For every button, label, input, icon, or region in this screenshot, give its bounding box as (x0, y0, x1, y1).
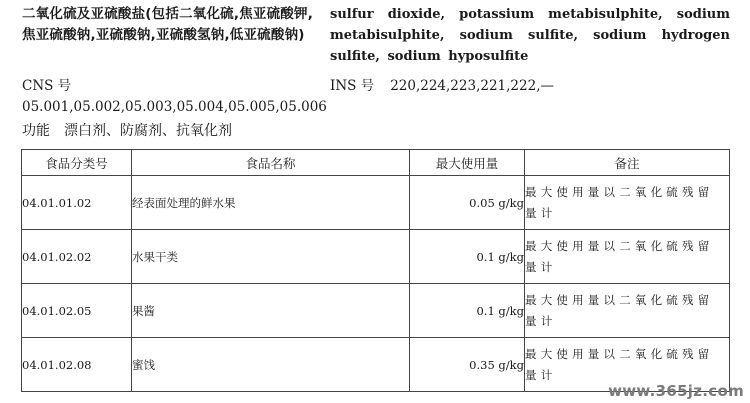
header-food-name: 食品名称 (132, 150, 410, 176)
table-row (22, 176, 730, 230)
food-name: 蜜饯 (132, 338, 410, 392)
max-usage: 0.1 g/kg (410, 230, 525, 284)
max-usage: 0.1 g/kg (410, 284, 525, 338)
remark: 最大使用量以二氧化硫残留量计 (525, 230, 730, 284)
function-value: 漂白剂、防腐剂、抗氧化剂 (64, 123, 232, 139)
food-name: 经表面处理的鲜水果 (132, 176, 410, 230)
header-food-category-code: 食品分类号 (22, 150, 132, 176)
table-row (22, 230, 730, 284)
function-label: 功能 (22, 123, 50, 139)
table-header-row (22, 150, 730, 176)
max-usage: 0.35 g/kg (410, 338, 525, 392)
ins-number-line (330, 76, 730, 97)
food-category-code: 04.01.02.08 (22, 338, 132, 392)
function-line (22, 121, 232, 141)
remark: 最大使用量以二氧化硫残留量计 (525, 176, 730, 230)
table-row (22, 284, 730, 338)
food-name: 水果干类 (132, 230, 410, 284)
cns-label: CNS 号 (22, 78, 72, 94)
ins-value: 220,224,223,221,222,— (390, 78, 554, 94)
additive-title-english: sulfur dioxide, potassium metabisulphite, sodium metabisulphite, sodium sulfite, sodium hydrogen sulfite, sodium hyposulfite (330, 7, 730, 64)
ins-label: INS 号 (330, 78, 375, 94)
food-category-code: 04.01.02.05 (22, 284, 132, 338)
food-category-code: 04.01.01.02 (22, 176, 132, 230)
header-max-usage: 最大使用量 (410, 150, 525, 176)
food-usage-table (21, 149, 730, 392)
additive-title-chinese: 二氧化硫及亚硫酸盐(包括二氧化硫,焦亚硫酸钾,焦亚硫酸钠,亚硫酸钠,亚硫酸氢钠,低亚硫酸钠) (22, 6, 314, 43)
food-name: 果酱 (132, 284, 410, 338)
food-category-code: 04.01.02.02 (22, 230, 132, 284)
remark: 最大使用量以二氧化硫残留量计 (525, 338, 730, 392)
cns-value: 05.001,05.002,05.003,05.004,05.005,05.006 (22, 99, 327, 115)
site-watermark: www.365jz.com (608, 382, 744, 400)
header-remarks: 备注 (525, 150, 730, 176)
remark: 最大使用量以二氧化硫残留量计 (525, 284, 730, 338)
cns-number-line (22, 76, 327, 118)
max-usage: 0.05 g/kg (410, 176, 525, 230)
